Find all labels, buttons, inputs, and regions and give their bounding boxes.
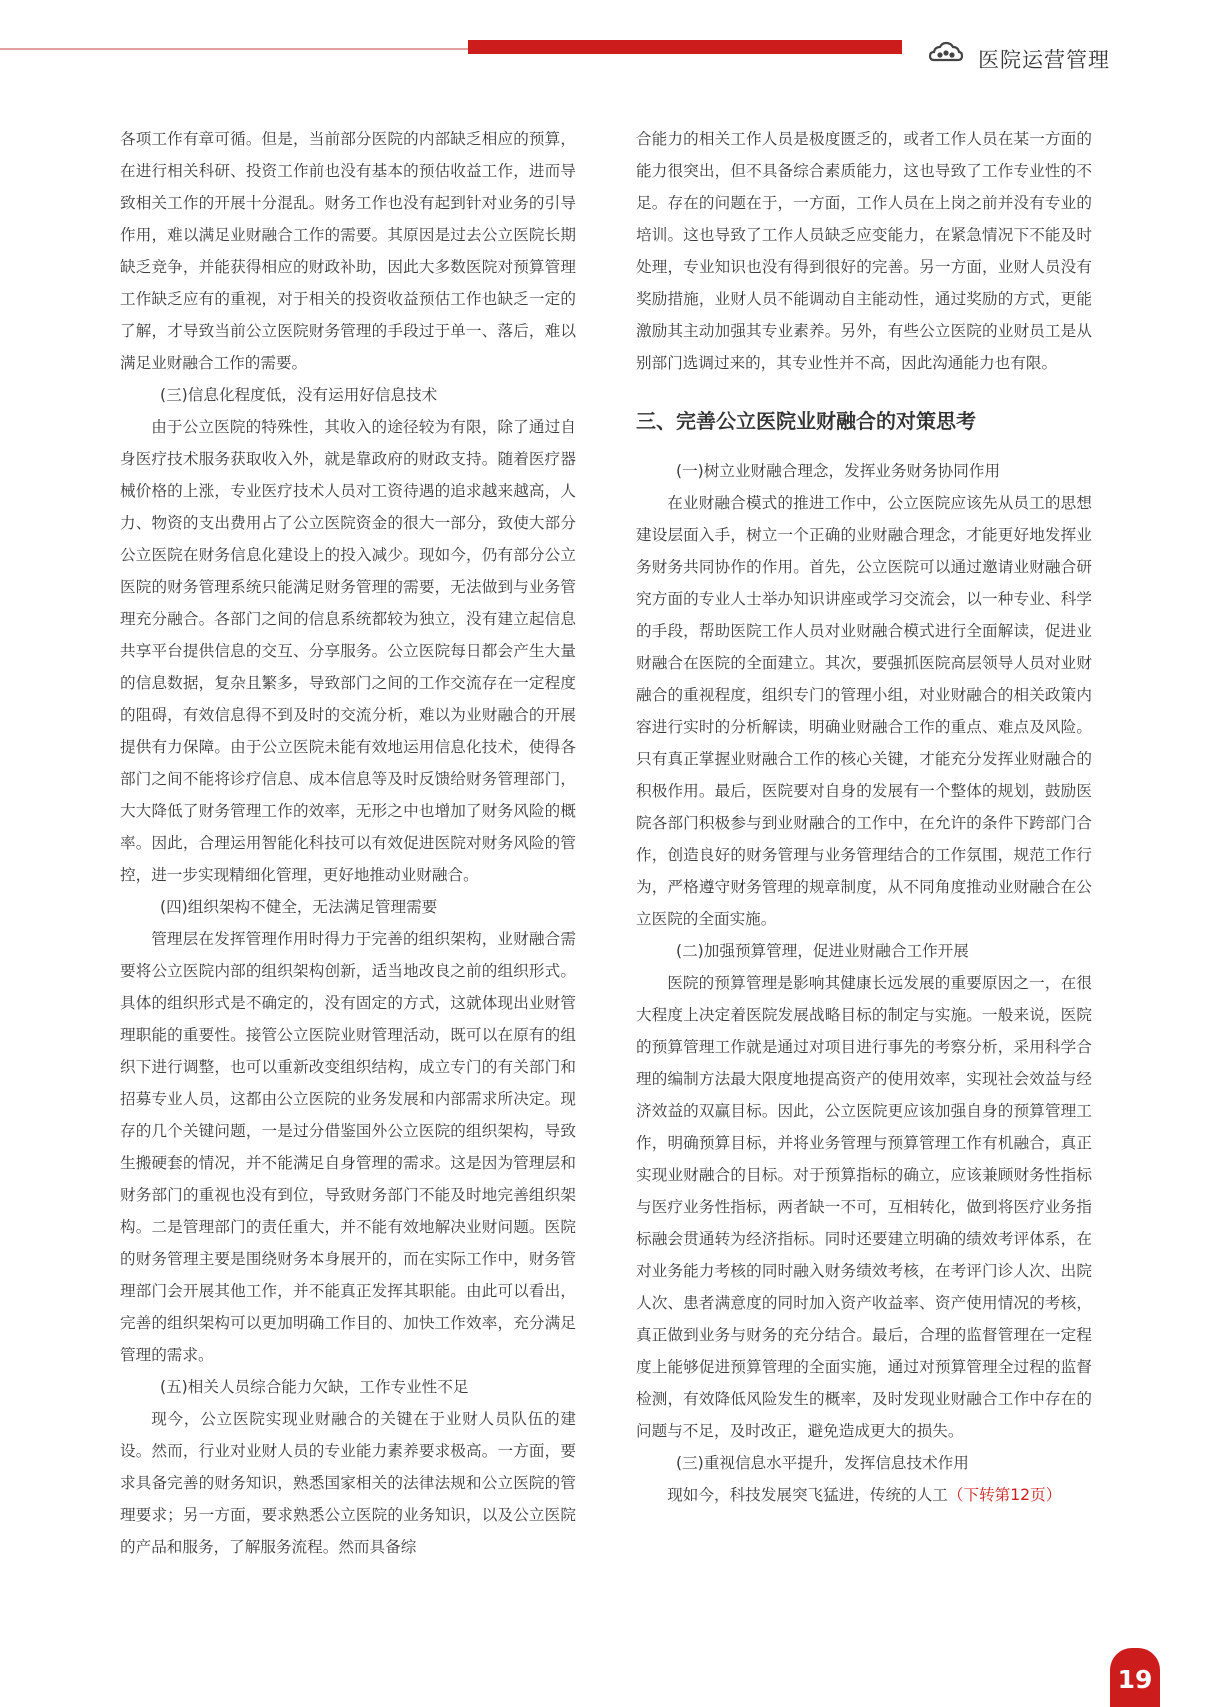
paragraph: 合能力的相关工作人员是极度匮乏的，或者工作人员在某一方面的能力很突出，但不具备综合素质能力，这也导致了工作专业性的不足。存在的问题在于，一方面，工作人员在上岗之前并没有专业的培训。这也导致了工作人员缺乏应变能力，在紧急情况下不能及时处理，专业知识也没有得到很好的完善。另一方面，业财人员没有奖励措施，业财人员不能调动自主能动性，通过奖励的方式，更能激励其主动加强其专业素养。另外，有些公立医院的业财员工是从别部门选调过来的，其专业性并不高，因此沟通能力也有限。: [636, 130, 1092, 372]
header-red-bar: [468, 40, 902, 54]
paragraph: 各项工作有章可循。但是，当前部分医院的内部缺乏相应的预算，在进行相关科研、投资工作前也没有基本的预估收益工作，进而导致相关工作的开展十分混乱。财务工作也没有起到针对业务的引导作用，难以满足业财融合工作的需要。其原因是过去公立医院长期缺乏竞争，并能获得相应的财政补助，因此大多数医院对预算管理工作缺乏应有的重视，对于相关的投资收益预估工作也缺乏一定的了解，才导致当前公立医院财务管理的手段过于单一、落后，难以满足业财融合工作的需要。: [120, 130, 576, 372]
journal-section-title: 医院运营管理: [978, 48, 1110, 72]
continued-reference: （下转第12页）: [947, 1486, 1062, 1504]
paragraph: 现今，公立医院实现业财融合的关键在于业财人员队伍的建设。然而，行业对业财人员的专业能力素养要求极高。一方面，要求具备完善的财务知识，熟悉国家相关的法律法规和公立医院的管理要求；另一方面，要求熟悉公立医院的业务知识，以及公立医院的产品和服务，了解服务流程。然而具备综: [120, 1410, 576, 1556]
subheading: (五)相关人员综合能力欠缺，工作专业性不足: [160, 1378, 469, 1396]
paragraph: 医院的预算管理是影响其健康长远发展的重要原因之一，在很大程度上决定着医院发展战略目标的制定与实施。一般来说，医院的预算管理工作就是通过对项目进行事先的考察分析，采用科学合理的编制方法最大限度地提高资产的使用效率，实现社会效益与经济效益的双赢目标。因此，公立医院更应该加强自身的预算管理工作，明确预算目标，并将业务管理与预算管理工作有机融合，真正实现业财融合的目标。对于预算指标的确立，应该兼顾财务性指标与医疗业务性指标，两者缺一不可，互相转化，做到将医疗业务指标融会贯通转为经济指标。同时还要建立明确的绩效考评体系，在对业务能力考核的同时融入财务绩效考核，在考评门诊人次、出院人次、患者满意度的同时加入资产收益率、资产使用情况的考核，真正做到业务与财务的充分结合。最后，合理的监督管理在一定程度上能够促进预算管理的全面实施，通过对预算管理全过程的监督检测，有效降低风险发生的概率，及时发现业财融合工作中存在的问题与不足，及时改正，避免造成更大的损失。: [636, 974, 1092, 1440]
header-thin-line: [0, 48, 470, 50]
paragraph: 管理层在发挥管理作用时得力于完善的组织架构，业财融合需要将公立医院内部的组织架构创新，适当地改良之前的组织形式。具体的组织形式是不确定的，没有固定的方式，这就体现出业财管理职能的重要性。接管公立医院业财管理活动，既可以在原有的组织下进行调整，也可以重新改变组织结构，成立专门的有关部门和招募专业人员，这都由公立医院的业务发展和内部需求所决定。现存的几个关键问题，一是过分借鉴国外公立医院的组织架构，导致生搬硬套的情况，并不能满足自身管理的需求。这是因为管理层和财务部门的重视也没有到位，导致财务部门不能及时地完善组织架构。二是管理部门的责任重大，并不能有效地解决业财问题。医院的财务管理主要是围绕财务本身展开的，而在实际工作中，财务管理部门会开展其他工作，并不能真正发挥其职能。由此可以看出，完善的组织架构可以更加明确工作目的、加快工作效率，充分满足管理的需求。: [120, 930, 576, 1364]
subheading: (一)树立业财融合理念，发挥业务财务协同作用: [676, 462, 1001, 480]
paragraph-with-continuation: [636, 1479, 1092, 1511]
page-number: 19: [1110, 1648, 1160, 1707]
paragraph: 在业财融合模式的推进工作中，公立医院应该先从员工的思想建设层面入手，树立一个正确的业财融合理念，才能更好地发挥业务财务共同协作的作用。首先，公立医院可以通过邀请业财融合研究方面的专业人士举办知识讲座或学习交流会，以一种专业、科学的手段，帮助医院工作人员对业财融合模式进行全面解读，促进业财融合在医院的全面建立。其次，要强抓医院高层领导人员对业财融合的重视程度，组织专门的管理小组，对业财融合的相关政策内容进行实时的分析解读，明确业财融合工作的重点、难点及风险。只有真正掌握业财融合工作的核心关键，才能充分发挥业财融合的积极作用。最后，医院要对自身的发展有一个整体的规划，鼓励医院各部门积极参与到业财融合的工作中，在允许的条件下跨部门合作，创造良好的财务管理与业务管理结合的工作氛围，规范工作行为，严格遵守财务管理的规章制度，从不同角度推动业财融合在公立医院的全面实施。: [636, 494, 1092, 928]
paragraph: 由于公立医院的特殊性，其收入的途径较为有限，除了通过自身医疗技术服务获取收入外，就是靠政府的财政支持。随着医疗器械价格的上涨，专业医疗技术人员对工资待遇的追求越来越高，人力、物资的支出费用占了公立医院资金的很大一部分，致使大部分公立医院在财务信息化建设上的投入减少。现如今，仍有部分公立医院的财务管理系统只能满足财务管理的需要，无法做到与业务管理充分融合。各部门之间的信息系统都较为独立，没有建立起信息共享平台提供信息的交互、分享服务。公立医院每日都会产生大量的信息数据，复杂且繁多，导致部门之间的工作交流存在一定程度的阻碍，有效信息得不到及时的交流分析，难以为业财融合的开展提供有力保障。由于公立医院未能有效地运用信息化技术，使得各部门之间不能将诊疗信息、成本信息等及时反馈给财务管理部门，大大降低了财务管理工作的效率，无形之中也增加了财务风险的概率。因此，合理运用智能化科技可以有效促进医院对财务风险的管控，进一步实现精细化管理，更好地推动业财融合。: [120, 418, 576, 884]
cloud-logo-icon: [928, 40, 964, 66]
right-column: [636, 123, 1092, 1511]
subheading: (三)重视信息水平提升，发挥信息技术作用: [676, 1454, 969, 1472]
subheading: (三)信息化程度低，没有运用好信息技术: [160, 386, 438, 404]
paragraph-text: 现如今，科技发展突飞猛进，传统的人工: [667, 1486, 948, 1504]
section-heading: 三、完善公立医院业财融合的对策思考: [636, 409, 976, 433]
left-column: [120, 123, 576, 1563]
subheading: (二)加强预算管理，促进业财融合工作开展: [676, 942, 969, 960]
subheading: (四)组织架构不健全，无法满足管理需要: [160, 898, 438, 916]
